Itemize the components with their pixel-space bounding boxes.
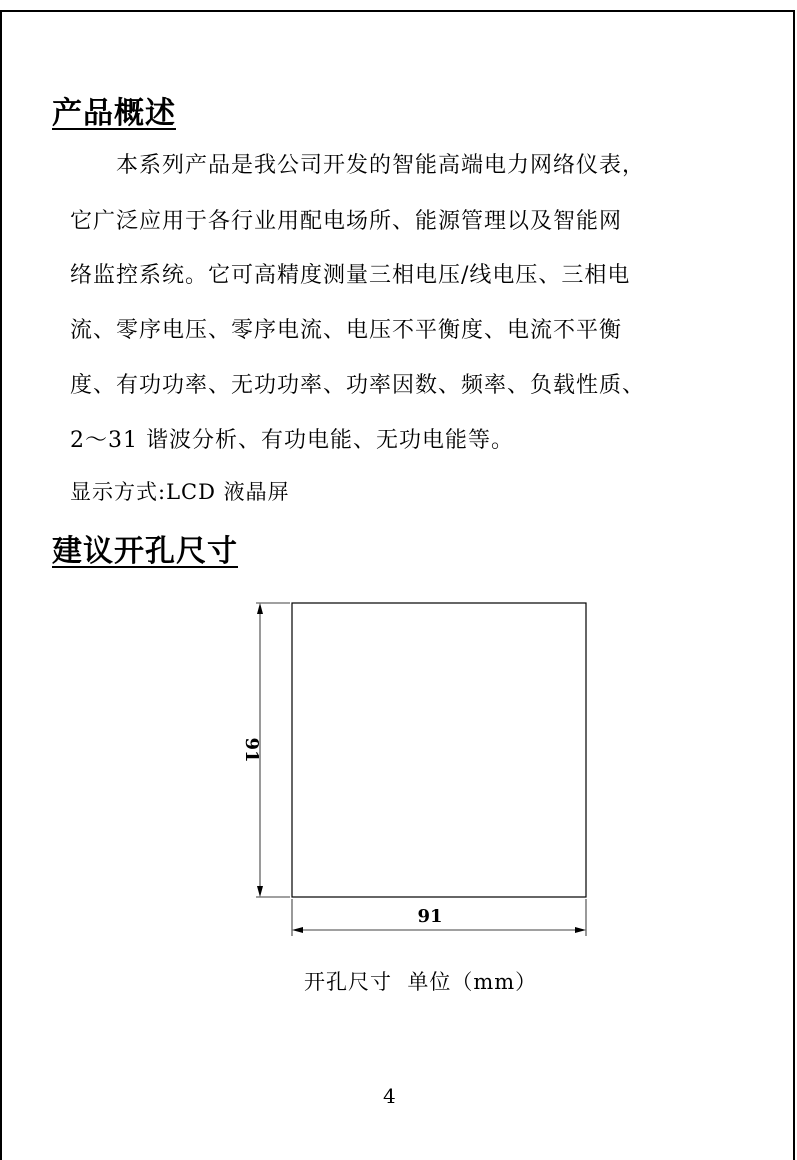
cutout-caption: 开孔尺寸 单位（mm） — [304, 970, 538, 994]
cutout-square — [292, 603, 586, 897]
overview-line-5: 度、有功功率、无功功率、功率因数、频率、负载性质、 — [70, 373, 646, 398]
overview-line-1: 本系列产品是我公司开发的智能高端电力网络仪表， — [116, 153, 646, 178]
width-label: 91 — [417, 906, 443, 927]
page-number: 4 — [383, 1084, 396, 1108]
width-arrow-right — [575, 927, 586, 933]
overview-line-4: 流、零序电压、零序电流、电压不平衡度、电流不平衡 — [70, 318, 623, 343]
width-arrow-left — [292, 927, 303, 933]
display-mode-line: 显示方式:LCD 液晶屏 — [70, 480, 290, 504]
cutout-heading: 建议开孔尺寸 — [52, 534, 238, 569]
overview-line-6: 2～31 谐波分析、有功电能、无功电能等。 — [70, 428, 514, 453]
height-label: 91 — [241, 737, 262, 763]
overview-line-3: 络监控系统。它可高精度测量三相电压/线电压、三相电 — [70, 263, 631, 288]
height-arrow-top — [257, 603, 263, 614]
height-arrow-bottom — [257, 886, 263, 897]
overview-line-2: 它广泛应用于各行业用配电场所、能源管理以及智能网 — [70, 209, 623, 234]
overview-heading: 产品概述 — [52, 96, 176, 131]
